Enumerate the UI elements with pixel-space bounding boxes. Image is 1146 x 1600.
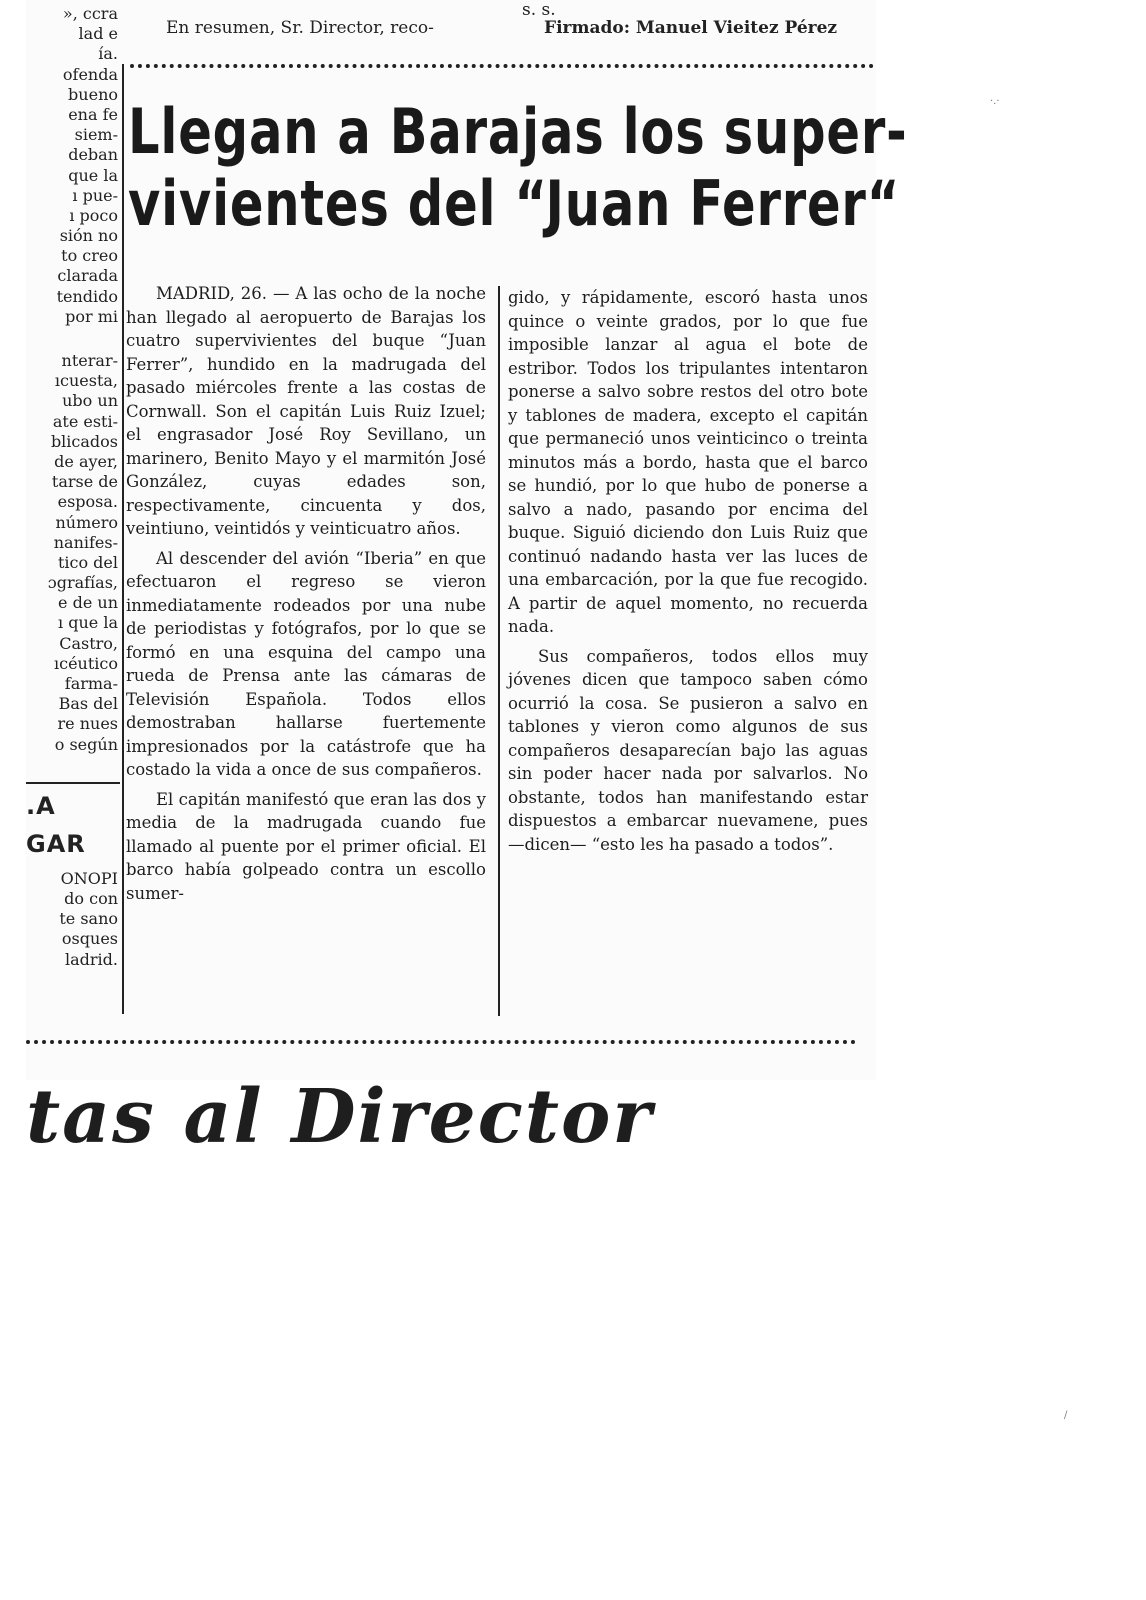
left-neighbor-column	[26, 0, 118, 970]
left-column-line: siem-	[74, 125, 118, 145]
left-column-line: ofenda	[62, 64, 118, 84]
scan-speck: /	[1064, 1410, 1068, 1421]
article-column-2	[508, 286, 868, 862]
left-column-line: ı pue-	[72, 185, 118, 205]
left-column-line: ena fe	[68, 104, 118, 124]
left-column-lines-c	[26, 869, 118, 970]
scan-speck: ·.·	[990, 96, 1000, 107]
left-column-line: Castro,	[59, 633, 118, 653]
article-col2-paragraph-1: gido, y rápidamente, escoró hasta unos quince o veinte grados, por lo que fue imposible lanzar al agua el bote de estribor. Todos los tripulantes intentaron ponerse a salvo sobre restos del otro bote y tablones de madera, excepto el capitán que permaneció unos veinticinco o treinta minutos más a bordo, hasta que el barco se hundió, por lo que hubo de ponerse a salvo a nado, pasando por encima del buque. Siguió diciendo don Luis Ruiz que continuó nadando hasta ver las luces de una embarcación, por la que fue recogido. A partir de aquel momento, no recuerda nada.	[508, 288, 868, 636]
left-column-line: », ccra	[62, 4, 118, 23]
article-col1-paragraph-1: MADRID, 26. — A las ocho de la noche han llegado al aeropuerto de Barajas los cuatro supervivientes del buque “Juan Ferrer”, hundido en la madrugada del pasado miércoles frente a las costas de Cornwall. Son el capitán Luis Ruiz Izuel; el engrasador José Roy Sevillano, un marinero, Benito Mayo y el marmitón José González, cuyas edades son, respectivamente, cincuenta y dos, veintiuno, veintidós y veinticuatro años.	[126, 284, 486, 538]
left-column-line: de ayer,	[54, 451, 118, 471]
left-column-lines-b	[26, 351, 118, 755]
left-column-line: ɔgrafías,	[47, 573, 118, 593]
article-col1-paragraph-3: El capitán manifestó que eran las dos y media de la madrugada cuando fue llamado al puente por el primer oficial. El barco había golpeado contra un escollo sumer-	[126, 789, 486, 903]
left-column-line: e de un	[58, 593, 118, 613]
article-col2-paragraph-2: Sus compañeros, todos ellos muy jóvenes dicen que tampoco saben cómo ocurrió la cosa. Se pusieron a salvo en tablones y vieron como algunos de sus compañeros desaparecían bajo las aguas sin poder hacer nada por salvarlos. No obstante, todos han manifestando estar dispuestos a embarcar nuevamene, pues —dicen— “esto les ha pasado a todos”.	[508, 646, 868, 854]
section-title: tas al Director	[26, 1074, 654, 1160]
top-strip-left-text: En resumen, Sr. Director, reco-	[166, 18, 434, 38]
left-column-line: ate esti-	[52, 411, 118, 431]
left-column-big-a: .A	[26, 791, 56, 820]
left-column-line: lad e	[78, 24, 118, 44]
left-column-line: ıcéutico	[54, 653, 118, 673]
left-column-line: ı poco	[69, 205, 118, 225]
left-column-line: ubo un	[62, 391, 118, 411]
left-column-line: deban	[68, 145, 118, 165]
left-column-line: ía.	[98, 44, 118, 64]
left-column-line: blicados	[50, 431, 118, 451]
left-column-lines-a	[26, 4, 118, 327]
left-column-line: número	[55, 512, 118, 532]
headline	[128, 95, 908, 240]
left-column-line: nterar-	[61, 351, 118, 370]
column-divider-rule	[498, 286, 500, 1016]
left-column-line: tendido	[56, 286, 118, 306]
article-column-1	[126, 282, 486, 911]
left-column-rule	[122, 64, 124, 1014]
left-column-line: o según	[54, 734, 118, 754]
bottom-dotted-rule	[26, 1040, 856, 1044]
left-column-line: do con	[64, 888, 118, 908]
left-column-line: tico del	[57, 552, 118, 572]
left-column-line: esposa.	[57, 492, 118, 512]
left-column-line: re nues	[57, 714, 118, 734]
top-strip-mid-text: s. s.	[522, 0, 556, 20]
left-column-line: que la	[68, 165, 118, 185]
left-column-line: bueno	[68, 84, 118, 104]
left-column-line: ıcuesta,	[54, 371, 118, 391]
left-column-line: sión no	[59, 226, 118, 246]
left-column-line: ladrid.	[65, 949, 118, 969]
left-column-line: farma-	[64, 674, 118, 693]
left-column-line: ı que la	[58, 613, 118, 633]
left-column-line: to creo	[61, 246, 118, 266]
headline-line-2: vivientes del “Juan Ferrer“	[128, 167, 901, 240]
left-column-line: Bas del	[58, 694, 118, 714]
headline-line-1: Llegan a Barajas los super-	[128, 95, 908, 168]
article-col1-paragraph-2: Al descender del avión “Iberia” en que efectuaron el regreso se vieron inmediatamente rodeados por una nube de periodistas y fotógrafos, por lo que se formó en una esquina del campo una rueda de Prensa ante las cámaras de Televisión Española. Todos ellos demostraban hallarse fuertemente impresionados por la catástrofe que ha costado la vida a once de sus compañeros.	[126, 548, 486, 779]
left-column-line: tarse de	[51, 472, 118, 492]
left-column-line: te sano	[59, 909, 118, 929]
left-column-line: ONOPI	[60, 868, 118, 888]
left-column-big-b: GAR	[26, 829, 86, 858]
left-column-line: por mi	[65, 306, 118, 326]
newspaper-clipping	[26, 0, 908, 1160]
top-dotted-rule	[130, 64, 874, 68]
left-column-line: nanifes-	[53, 532, 118, 552]
top-strip-right-text: Firmado: Manuel Vieitez Pérez	[544, 18, 838, 38]
left-column-divider-rule	[26, 782, 120, 784]
left-column-line: osques	[61, 929, 118, 949]
left-column-line: clarada	[57, 266, 118, 286]
